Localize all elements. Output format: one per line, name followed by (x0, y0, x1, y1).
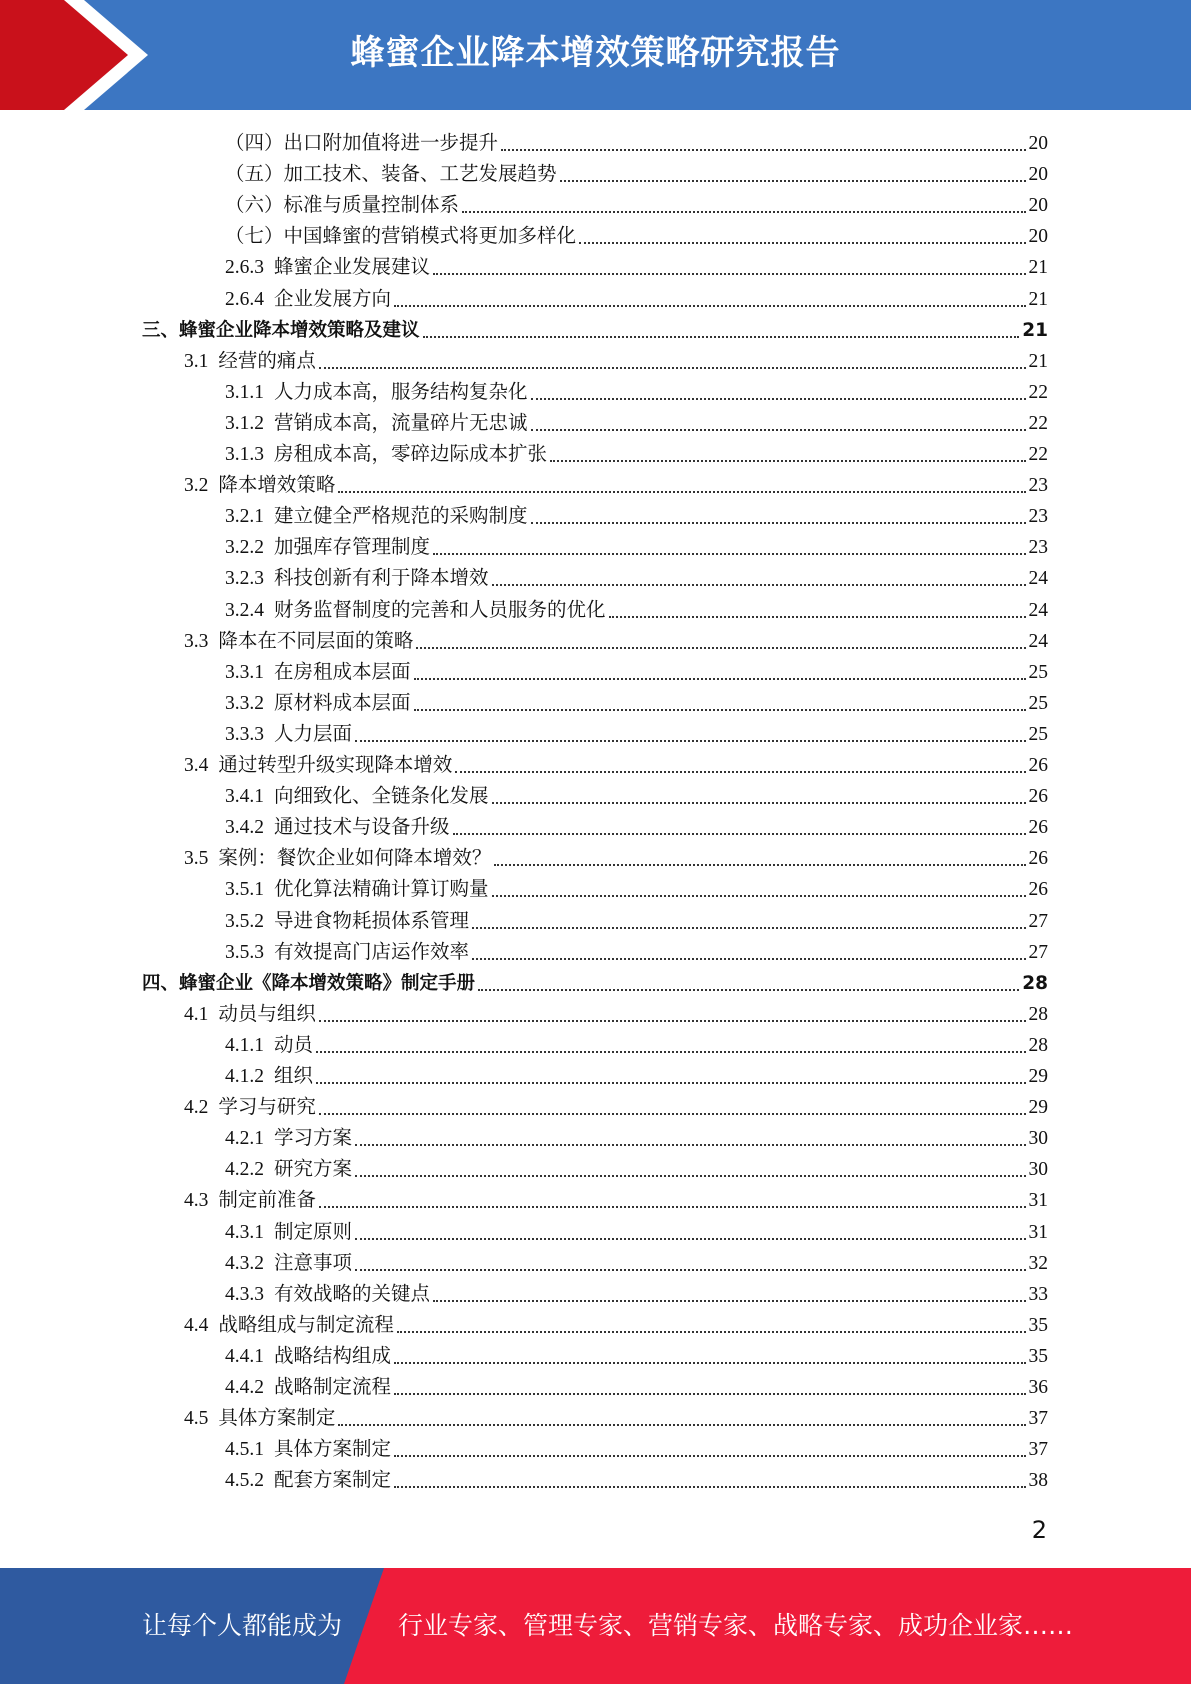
toc-entry-label: 有效战略的关键点 (274, 1283, 431, 1305)
toc-entry[interactable] (225, 406, 1048, 437)
toc-entry-number: 4.5.1 (225, 1439, 264, 1461)
toc-dot-leader (560, 180, 1026, 182)
toc-entry-page: 22 (1028, 412, 1048, 434)
toc-entry[interactable] (225, 1028, 1048, 1059)
toc-entry-number: 4.1.1 (225, 1034, 264, 1056)
toc-entry-page: 20 (1028, 226, 1048, 248)
toc-dot-leader (416, 647, 1025, 649)
toc-entry-label: 通过技术与设备升级 (274, 817, 450, 839)
toc-entry-label: 案例：餐饮企业如何降本增效？ (218, 848, 492, 870)
toc-entry-page: 30 (1028, 1128, 1048, 1150)
toc-entry-number: 3.5.3 (225, 941, 264, 963)
toc-entry-label: 注意事项 (274, 1252, 353, 1274)
toc-entry-page: 26 (1028, 817, 1048, 839)
toc-dot-leader (472, 927, 1025, 929)
toc-entry[interactable] (184, 997, 1048, 1028)
toc-entry[interactable] (225, 530, 1048, 561)
toc-entry[interactable] (184, 624, 1048, 655)
toc-entry-number: 2.6.3 (225, 257, 264, 279)
toc-entry[interactable] (225, 1432, 1048, 1463)
toc-entry-label: 战略组成与制定流程 (218, 1314, 394, 1336)
toc-entry-label: 制定前准备 (218, 1190, 316, 1212)
toc-entry[interactable] (225, 1370, 1048, 1401)
toc-entry[interactable] (225, 126, 1048, 157)
toc-entry-number: 3.2 (184, 475, 209, 497)
toc-dot-leader (394, 1362, 1025, 1364)
toc-entry-number: 4.3.3 (225, 1283, 264, 1305)
toc-entry-number: 4.2 (184, 1097, 209, 1119)
toc-entry-number: 3.1.3 (225, 444, 264, 465)
toc-dot-leader (423, 336, 1020, 338)
toc-entry-label: 房租成本高，零碎边际成本扩张 (274, 444, 548, 465)
toc-entry-number: 4.4 (184, 1314, 209, 1336)
toc-entry-number: 4.5.2 (225, 1470, 264, 1492)
toc-dot-leader (338, 1424, 1025, 1426)
toc-entry-number: 4.1.2 (225, 1066, 264, 1087)
toc-entry-page: 24 (1028, 630, 1048, 652)
toc-entry-page: 28 (1022, 972, 1048, 994)
toc-dot-leader (355, 740, 1025, 742)
toc-dot-leader (609, 616, 1026, 618)
toc-entry-number: 3.2.2 (225, 537, 264, 559)
toc-entry-number: 4.4.1 (225, 1345, 264, 1367)
toc-entry[interactable] (225, 904, 1048, 935)
toc-entry-number: 3.1.2 (225, 412, 264, 434)
toc-entry-page: 23 (1028, 506, 1048, 528)
toc-entry[interactable] (225, 935, 1048, 966)
toc-dot-leader (472, 958, 1025, 960)
toc-entry-label: 导进食物耗损体系管理 (274, 910, 470, 932)
toc-entry-label: 人力成本高，服务结构复杂化 (274, 381, 528, 403)
toc-entry-page: 26 (1028, 786, 1048, 808)
toc-entry-page: 31 (1028, 1221, 1048, 1243)
toc-entry-label: 战略结构组成 (274, 1345, 392, 1367)
toc-entry[interactable] (184, 344, 1048, 375)
toc-entry-label: 动员与组织 (218, 1003, 316, 1025)
toc-dot-leader (319, 1113, 1026, 1115)
toc-entry-number: 3.1 (184, 350, 209, 372)
toc-entry-number: 4.3.1 (225, 1221, 264, 1243)
toc-entry-number: 3.5 (184, 848, 209, 870)
toc-dot-leader (397, 1331, 1026, 1333)
toc-dot-leader (501, 149, 1025, 151)
toc-dot-leader (550, 460, 1025, 462)
page-number: 2 (1031, 1516, 1047, 1544)
toc-entry-page: 33 (1028, 1283, 1048, 1305)
toc-entry[interactable] (184, 468, 1048, 499)
toc-dot-leader (316, 1082, 1025, 1084)
toc-entry-label: （五）加工技术、装备、工艺发展趋势 (225, 164, 557, 186)
toc-dot-leader (319, 1206, 1026, 1208)
toc-entry-page: 27 (1028, 941, 1048, 963)
toc-entry[interactable] (225, 561, 1048, 592)
toc-entry[interactable] (225, 282, 1048, 313)
toc-entry-page: 35 (1028, 1345, 1048, 1367)
toc-entry[interactable] (142, 966, 1048, 997)
toc-entry-page: 22 (1028, 381, 1048, 403)
toc-dot-leader (433, 273, 1025, 275)
toc-entry-number: 3.5.2 (225, 910, 264, 932)
toc-dot-leader (433, 1300, 1025, 1302)
toc-entry-page: 26 (1028, 879, 1048, 901)
toc-dot-leader (394, 1393, 1025, 1395)
toc-entry-page: 24 (1028, 568, 1048, 590)
toc-entry-label: 向细致化、全链条化发展 (274, 786, 489, 808)
report-title: 蜂蜜企业降本增效策略研究报告 (350, 33, 841, 73)
toc-dot-leader (531, 522, 1026, 524)
toc-dot-leader (494, 864, 1025, 866)
toc-entry-number: 3.4.1 (225, 786, 264, 808)
toc-entry-number: 4.1 (184, 1003, 209, 1025)
toc-entry-label: 降本在不同层面的策略 (218, 630, 414, 652)
toc-entry-page: 26 (1028, 848, 1048, 870)
toc-dot-leader (319, 367, 1026, 369)
toc-entry-label: 具体方案制定 (274, 1439, 392, 1461)
toc-entry[interactable] (225, 1277, 1048, 1308)
toc-entry[interactable] (225, 1215, 1048, 1246)
toc-entry-label: 战略制定流程 (274, 1377, 392, 1398)
toc-entry-page: 20 (1028, 133, 1048, 154)
toc-entry[interactable] (225, 437, 1048, 468)
toc-dot-leader (492, 895, 1026, 897)
toc-entry[interactable] (225, 655, 1048, 686)
toc-dot-leader (394, 1455, 1025, 1457)
toc-entry-number: 3.1.1 (225, 381, 264, 403)
page-footer (0, 1568, 1191, 1684)
toc-entry-label: 企业发展方向 (274, 288, 392, 310)
toc-entry-number: 3.3.2 (225, 692, 264, 714)
toc-dot-leader (355, 1238, 1025, 1240)
toc-entry[interactable] (184, 841, 1048, 872)
toc-entry[interactable] (225, 686, 1048, 717)
toc-entry-page: 29 (1028, 1097, 1048, 1119)
toc-entry[interactable] (225, 593, 1048, 624)
toc-dot-leader (355, 1144, 1025, 1146)
toc-entry[interactable] (225, 872, 1048, 903)
toc-dot-leader (492, 802, 1026, 804)
toc-entry[interactable] (184, 748, 1048, 779)
toc-entry-label: 研究方案 (274, 1159, 353, 1181)
toc-entry-label: 财务监督制度的完善和人员服务的优化 (274, 599, 606, 621)
toc-dot-leader (394, 1486, 1025, 1488)
toc-entry-page: 30 (1028, 1159, 1048, 1181)
toc-entry-label: 加强库存管理制度 (274, 537, 431, 559)
toc-dot-leader (455, 771, 1025, 773)
toc-entry-label: 科技创新有利于降本增效 (274, 568, 489, 590)
toc-entry-label: 优化算法精确计算订购量 (274, 879, 489, 901)
toc-entry-label: 组织 (274, 1066, 314, 1087)
toc-entry[interactable] (225, 157, 1048, 188)
toc-entry-page: 29 (1028, 1066, 1048, 1087)
toc-entry-label: 学习与研究 (218, 1097, 316, 1119)
toc-entry-number: 3.3 (184, 630, 209, 652)
toc-entry-label: 营销成本高，流量碎片无忠诚 (274, 412, 528, 434)
toc-entry[interactable] (184, 1401, 1048, 1432)
toc-entry[interactable] (184, 1308, 1048, 1339)
toc-entry-page: 37 (1028, 1408, 1048, 1430)
toc-entry-number: 3.4 (184, 755, 209, 776)
toc-entry-number: 3.3.3 (225, 723, 264, 745)
toc-entry-page: 25 (1028, 692, 1048, 714)
toc-dot-leader (355, 1175, 1025, 1177)
toc-entry-page: 36 (1028, 1377, 1048, 1398)
toc-entry-label: 建立健全严格规范的采购制度 (274, 506, 528, 528)
footer-slogan-right: 行业专家、管理专家、营销专家、战略专家、成功企业家…… (398, 1611, 1074, 1640)
toc-entry-page: 28 (1028, 1034, 1048, 1056)
toc-entry[interactable] (225, 188, 1048, 219)
toc-entry-label: 四、蜂蜜企业《降本增效策略》制定手册 (142, 972, 476, 994)
toc-entry-number: 2.6.4 (225, 288, 264, 310)
toc-entry-label: 经营的痛点 (218, 350, 316, 372)
toc-entry[interactable] (225, 250, 1048, 281)
toc-entry-page: 27 (1028, 910, 1048, 932)
toc-dot-leader (394, 305, 1025, 307)
toc-entry-label: 配套方案制定 (274, 1470, 392, 1492)
toc-entry-page: 20 (1028, 195, 1048, 217)
toc-dot-leader (462, 211, 1025, 213)
toc-entry-page: 37 (1028, 1439, 1048, 1461)
toc-entry-label: 在房租成本层面 (274, 661, 411, 683)
toc-entry-number: 3.2.4 (225, 599, 264, 621)
toc-entry[interactable] (225, 779, 1048, 810)
toc-entry-number: 4.3.2 (225, 1252, 264, 1274)
toc-entry-label: （六）标准与质量控制体系 (225, 195, 460, 217)
toc-entry[interactable] (184, 1183, 1048, 1214)
toc-entry-number: 4.2.1 (225, 1128, 264, 1150)
toc-entry[interactable] (225, 1463, 1048, 1494)
toc-entry[interactable] (225, 717, 1048, 748)
page-header (0, 0, 1191, 110)
toc-entry-page: 23 (1028, 537, 1048, 559)
toc-dot-leader (478, 989, 1019, 991)
toc-dot-leader (316, 1051, 1025, 1053)
toc-entry-label: 人力层面 (274, 723, 353, 745)
toc-dot-leader (453, 833, 1026, 835)
toc-entry-label: 降本增效策略 (218, 475, 336, 497)
toc-entry-page: 21 (1028, 350, 1048, 372)
toc-entry-label: 具体方案制定 (218, 1408, 336, 1430)
toc-entry[interactable] (225, 1246, 1048, 1277)
toc-entry-page: 23 (1028, 475, 1048, 497)
toc-entry-page: 35 (1028, 1314, 1048, 1336)
toc-dot-leader (531, 429, 1026, 431)
toc-entry-label: 制定原则 (274, 1221, 353, 1243)
toc-entry-page: 21 (1028, 257, 1048, 279)
toc-entry-label: （四）出口附加值将进一步提升 (225, 133, 499, 154)
toc-entry-page: 26 (1028, 755, 1048, 776)
toc-entry-number: 4.5 (184, 1408, 209, 1430)
toc-entry-label: 原材料成本层面 (274, 692, 411, 714)
toc-entry[interactable] (142, 313, 1048, 344)
toc-entry-label: 蜂蜜企业发展建议 (274, 257, 431, 279)
toc-dot-leader (414, 678, 1026, 680)
toc-entry-page: 24 (1028, 599, 1048, 621)
toc-entry[interactable] (184, 1090, 1048, 1121)
toc-dot-leader (579, 242, 1025, 244)
toc-entry-page: 32 (1028, 1252, 1048, 1274)
toc-entry-label: （七）中国蜂蜜的营销模式将更加多样化 (225, 226, 577, 248)
toc-dot-leader (433, 553, 1025, 555)
toc-entry-number: 4.2.2 (225, 1159, 264, 1181)
toc-entry-number: 3.2.1 (225, 506, 264, 528)
toc-dot-leader (492, 584, 1026, 586)
toc-entry-page: 31 (1028, 1190, 1048, 1212)
toc-entry-page: 21 (1028, 288, 1048, 310)
toc-entry-page: 22 (1028, 444, 1048, 465)
toc-entry-page: 20 (1028, 164, 1048, 186)
toc-entry-number: 3.4.2 (225, 817, 264, 839)
toc-entry-number: 3.2.3 (225, 568, 264, 590)
toc-entry-label: 学习方案 (274, 1128, 353, 1150)
toc-entry[interactable] (225, 1152, 1048, 1183)
toc-entry-page: 28 (1028, 1003, 1048, 1025)
toc-entry-number: 4.4.2 (225, 1377, 264, 1398)
toc-entry-page: 25 (1028, 661, 1048, 683)
toc-entry-label: 三、蜂蜜企业降本增效策略及建议 (142, 319, 420, 341)
toc-entry-label: 通过转型升级实现降本增效 (218, 755, 453, 776)
toc-entry[interactable] (225, 219, 1048, 250)
toc-entry[interactable] (225, 375, 1048, 406)
toc-dot-leader (531, 398, 1026, 400)
toc-entry-label: 有效提高门店运作效率 (274, 941, 470, 963)
toc-dot-leader (319, 1020, 1026, 1022)
toc-entry-label: 动员 (274, 1034, 314, 1056)
toc-dot-leader (414, 709, 1026, 711)
toc-entry-number: 3.5.1 (225, 879, 264, 901)
toc-dot-leader (338, 491, 1025, 493)
toc-entry-page: 25 (1028, 723, 1048, 745)
toc-entry[interactable] (225, 1339, 1048, 1370)
toc-entry[interactable] (225, 1121, 1048, 1152)
toc-entry[interactable] (225, 1059, 1048, 1090)
toc-entry-number: 4.3 (184, 1190, 209, 1212)
toc-entry-number: 3.3.1 (225, 661, 264, 683)
toc-entry[interactable] (225, 810, 1048, 841)
toc-entry-page: 21 (1022, 319, 1048, 341)
toc-entry-page: 38 (1028, 1470, 1048, 1492)
footer-slogan-left: 让每个人都能成为 (142, 1611, 343, 1640)
toc-entry[interactable] (225, 499, 1048, 530)
toc-dot-leader (355, 1269, 1025, 1271)
